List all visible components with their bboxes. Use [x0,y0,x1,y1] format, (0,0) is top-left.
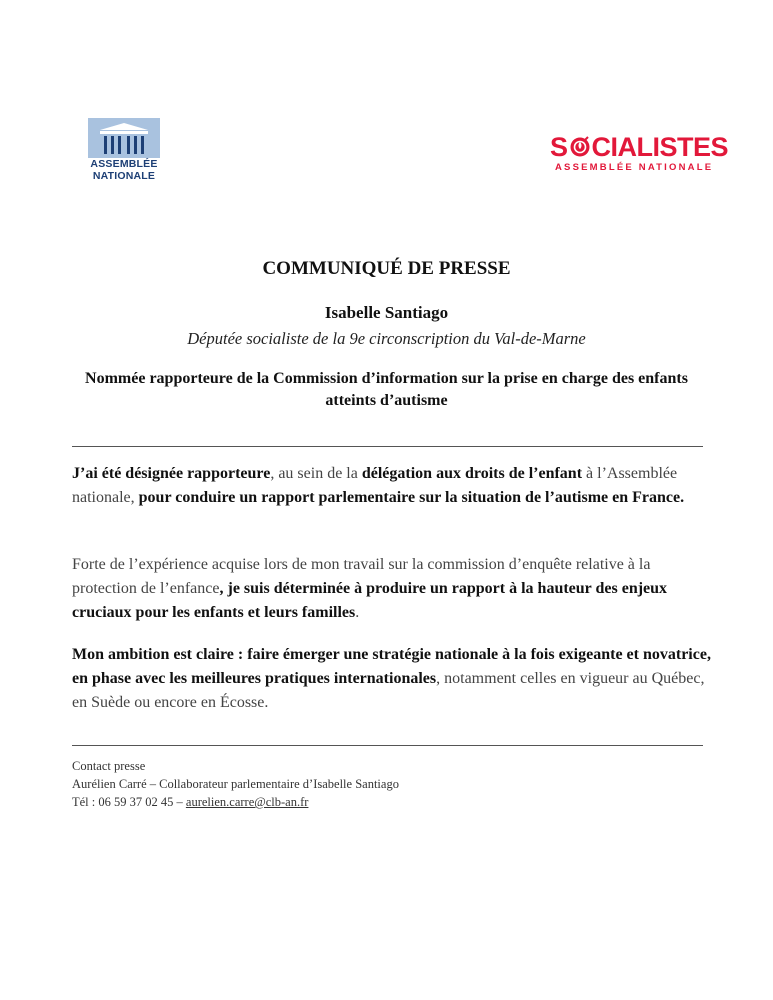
paragraph-3 [72,643,712,715]
paragraph-1-text-1: , au sein de la [270,465,362,482]
socialistes-wordmark-suffix: CIALISTES [591,132,729,162]
contact-phone: Tél : 06 59 37 02 45 – [72,795,186,809]
assemblee-logo-line1: ASSEMBLÉE [90,158,158,170]
paragraph-1-bold-2: délégation aux droits de l’enfant [361,465,583,482]
paragraph-2-text-2: . [355,604,360,621]
contact-block [72,757,399,811]
paragraph-2-bold-1: , je suis déterminée à produire un rapport à la hauteur des enjeux cruciaux pour les enfants et leurs familles [72,580,668,621]
socialistes-subtitle: ASSEMBLÉE NATIONALE [555,162,714,173]
socialistes-wordmark [550,132,728,162]
assemblee-logo-text [84,158,164,182]
paragraph-3-bold-1: Mon ambition est claire : faire émerger une stratégie nationale à la fois exigeante et novatrice, en phase avec les meilleures pratiques internationales [72,646,711,687]
socialistes-logo [550,132,740,180]
paragraph-1-text-2: à l’Assemblée nationale, [72,465,678,506]
assemblee-nationale-logo [84,118,164,190]
assemblee-logo-line2: NATIONALE [92,170,156,182]
paragraph-2-text-1: Forte de l’expérience acquise lors de mon travail sur la commission d’enquête relative à la protection de l’enfance [72,556,651,597]
page-title: COMMUNIQUÉ DE PRESSE [262,258,511,279]
socialistes-wordmark-prefix: S [550,132,568,162]
paragraph-2 [72,553,712,625]
document-subtitle: Nommée rapporteure de la Commission d’information sur la prise en charge des enfants atteints d’autisme [85,370,688,409]
contact-person: Aurélien Carré – Collaborateur parlementaire d’Isabelle Santiago [72,777,399,791]
contact-heading: Contact presse [72,759,146,773]
contact-phone-line [72,793,399,811]
author-name: Isabelle Santiago [324,303,449,322]
paragraph-1-bold-3: pour conduire un rapport parlementaire sur la situation de l’autisme en France. [138,489,685,506]
rose-icon [569,136,591,158]
paragraph-1 [72,462,712,510]
author-role: Députée socialiste de la 9e circonscription du Val-de-Marne [187,329,586,348]
bottom-divider [72,745,703,746]
assemblee-building-icon [88,118,160,158]
paragraph-1-bold-1: J’ai été désignée rapporteure [72,465,271,482]
top-divider [72,446,703,447]
paragraph-3-text-1: , notamment celles en vigueur au Québec, en Suède ou encore en Écosse. [72,670,705,711]
contact-email-link[interactable]: aurelien.carre@clb-an.fr [185,795,309,809]
